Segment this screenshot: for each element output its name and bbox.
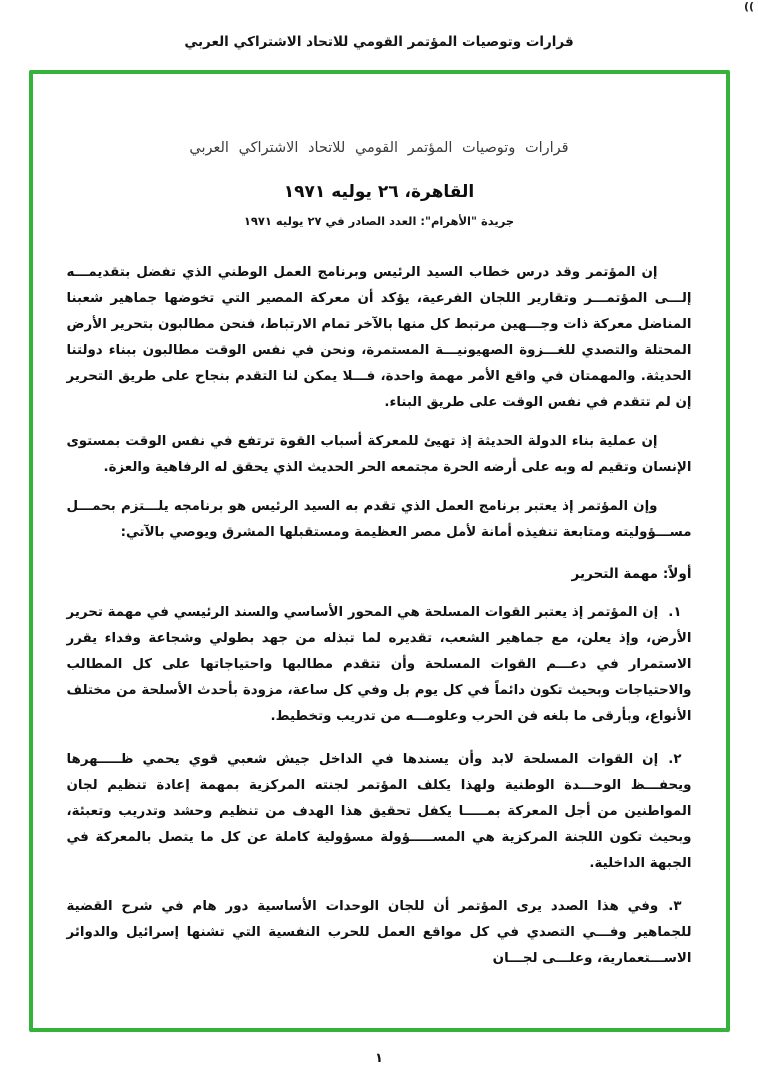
document-frame xyxy=(29,70,730,1032)
list-item-1 xyxy=(67,600,692,730)
city-date-title: القاهرة، ٢٦ يوليه ١٩٧١ xyxy=(283,182,475,202)
list-item-1-text: إن المؤتمر إذ يعتبر القوات المسلحة هي المحور الأساسي والسند الرئيسي في مهمة تحرير الأرض، وإذ يعلن، مع جماهير الشعب، تقديره لما تبذله من جهد بطولي وشجاعة وفداء يقرر الاستمرار في دعـــم القوات المسلحة وأن تتقدم مطالبها واحتياجاتها على كل المطالب والاحتياجات وبحيث تكون دائماً في كل يوم بل وفي كل ساعة، مزودة بأحدث الأسلحة من مختلف الأنواع، وبأرقى ما بلغه فن الحرب وعلومـــه من تدريب وتخطيط. xyxy=(66,605,692,724)
list-item-3-number: ٣. xyxy=(668,899,682,914)
section-heading: أولاً: مهمة التحرير xyxy=(571,566,692,582)
corner-mark: (( xyxy=(743,0,754,13)
outer-header-title: قرارات وتوصيات المؤتمر القومي للاتحاد الاشتراكي العربي xyxy=(184,34,574,50)
list-item-1-number: ١. xyxy=(668,605,682,620)
document-body xyxy=(67,260,692,972)
paragraph-3: وإن المؤتمر إذ يعتبر برنامج العمل الذي تقدم به السيد الرئيس هو برنامجه يلـــتزم بحمـــل مســـؤوليته ومتابعة تنفيذه أمانة لأمل مصر العظيمة ومستقبلها المشرق ويوصي بالآتي: xyxy=(66,499,692,540)
list-item-3-text: وفي هذا الصدد يرى المؤتمر أن للجان الوحدات الأساسية دور هام في شرح القضية للجماهير وفـــي التصدي في كل مواقع العمل للحرب النفسية التي تشنها إسرائيل والدوائر الاســـتعمارية، وعلـــى لجـــان xyxy=(66,899,692,966)
page-number: ١ xyxy=(375,1051,383,1066)
list-item-2-number: ٢. xyxy=(668,752,682,767)
list-item-3 xyxy=(67,894,692,972)
list-item-2 xyxy=(67,747,692,877)
decorative-title: قرارات وتوصيات المؤتمر القومي للاتحاد الاشتراكي العربي xyxy=(189,140,569,156)
source-subtitle: جريدة "الأهرام": العدد الصادر في ٢٧ يوليه ١٩٧١ xyxy=(243,214,515,228)
paragraph-1: إن المؤتمر وقد درس خطاب السيد الرئيس وبرنامج العمل الوطني الذي تفضل بتقديمـــه إلـــى المؤتمـــر وتقارير اللجان الفرعية، يؤكد أن معركة المصير التي تخوضها جماهير شعبنا المناضل معركة ذات وجـــهين مرتبط كل منها بالآخر تمام الارتباط، فنحن مطالبون بتحرير الأرض المحتلة والتصدي للغـــزوة الصهيونيـــة المستمرة، ونحن في نفس الوقت مطالبون ببناء دولتنا الحديثة. والمهمتان في واقع الأمر مهمة واحدة، فـــلا يمكن لنا التقدم بنجاح على طريق التحرير إن لم تتقدم في نفس الوقت على طريق البناء. xyxy=(66,265,692,410)
list-item-2-text: إن القوات المسلحة لابد وأن يسندها في الداخل جيش شعبي قوي يحمي ظـــــهرها ويحفـــظ الوحـــدة الوطنية ولهذا يكلف المؤتمر لجنته المركزية بمهمة إعادة تنظيم لجان المواطنين من أجل المعركة بمـــــا يكفل تحقيق هذا الهدف من تنظيم وحشد وتدريب وتعبئة، وبحيث تكون اللجنة المركزية هي المســـــؤولة مسؤولية كاملة عن كل ما يتصل بالمعركة في الجبهة الداخلية. xyxy=(66,752,692,871)
paragraph-2: إن عملية بناء الدولة الحديثة إذ تهيئ للمعركة أسباب القوة ترتفع في نفس الوقت بمستوى الإنسان وتقيم له وبه على أرضه الحرة مجتمعه الحر الحديث الذي يحقق له الرفاهية والعزة. xyxy=(66,434,692,475)
